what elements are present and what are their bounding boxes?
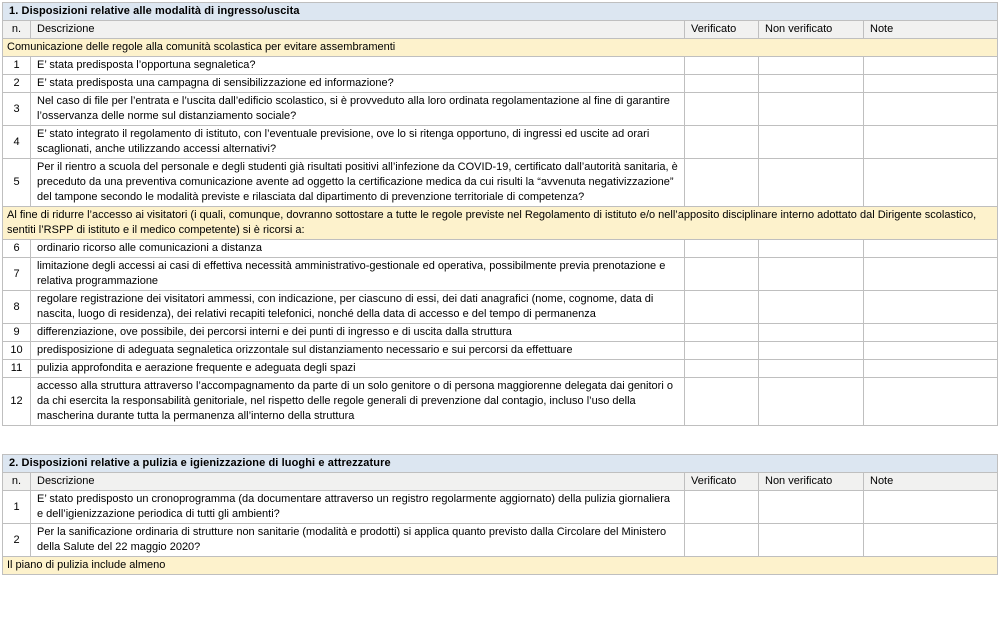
table-row	[3, 291, 998, 324]
row-description: E’ stata predisposta una campagna di sensibilizzazione ed informazione?	[31, 75, 685, 93]
non-verificato-cell[interactable]	[759, 75, 864, 93]
non-verificato-cell[interactable]	[759, 159, 864, 207]
row-number: 11	[3, 360, 31, 378]
note-cell[interactable]	[864, 258, 998, 291]
row-number: 2	[3, 75, 31, 93]
column-header-verificato: Verificato	[685, 21, 759, 39]
column-header-non-verificato: Non verificato	[759, 473, 864, 491]
column-header-n: n.	[3, 21, 31, 39]
table-row	[3, 524, 998, 557]
non-verificato-cell[interactable]	[759, 342, 864, 360]
non-verificato-cell[interactable]	[759, 240, 864, 258]
non-verificato-cell[interactable]	[759, 57, 864, 75]
verificato-cell[interactable]	[685, 240, 759, 258]
section-1-header	[3, 3, 998, 21]
verificato-cell[interactable]	[685, 491, 759, 524]
row-description: Per la sanificazione ordinaria di strutture non sanitarie (modalità e prodotti) si applica quanto previsto dalla Circolare del Ministero della Salute del 22 maggio 2020?	[31, 524, 685, 557]
row-number: 12	[3, 378, 31, 426]
row-number: 10	[3, 342, 31, 360]
group-band-text: Il piano di pulizia include almeno	[3, 557, 998, 575]
table-row	[3, 491, 998, 524]
row-description: Per il rientro a scuola del personale e degli studenti già risultati positivi all’infezione da COVID-19, certificato dall’autorità sanitaria, è preceduto da una preventiva comunicazione avente ad oggetto la certificazione medica da cui risulti la “avvenuta negativizzazione” del tampone secondo le modalità previste e rilasciata dal dipartimento di prevenzione territoriale di competenza?	[31, 159, 685, 207]
row-number: 6	[3, 240, 31, 258]
column-header-verificato: Verificato	[685, 473, 759, 491]
row-description: differenziazione, ove possibile, dei percorsi interni e dei punti di ingresso e di uscita dalla struttura	[31, 324, 685, 342]
row-number: 1	[3, 57, 31, 75]
note-cell[interactable]	[864, 240, 998, 258]
table-row	[3, 57, 998, 75]
verificato-cell[interactable]	[685, 291, 759, 324]
row-description: E’ stato integrato il regolamento di istituto, con l’eventuale previsione, ove lo si ritenga opportuno, di ingressi ed uscite ad orari scaglionati, anche utilizzando accessi alternativi?	[31, 126, 685, 159]
row-description: ordinario ricorso alle comunicazioni a distanza	[31, 240, 685, 258]
non-verificato-cell[interactable]	[759, 324, 864, 342]
non-verificato-cell[interactable]	[759, 126, 864, 159]
row-number: 8	[3, 291, 31, 324]
group-band-text: Comunicazione delle regole alla comunità scolastica per evitare assembramenti	[3, 39, 998, 57]
verificato-cell[interactable]	[685, 93, 759, 126]
column-header-n: n.	[3, 473, 31, 491]
row-description: E’ stato predisposto un cronoprogramma (da documentare attraverso un registro regolarmente aggiornato) della pulizia giornaliera e dell’igienizzazione periodica di tutti gli ambienti?	[31, 491, 685, 524]
section-1-column-header	[3, 21, 998, 39]
note-cell[interactable]	[864, 524, 998, 557]
note-cell[interactable]	[864, 491, 998, 524]
column-header-note: Note	[864, 21, 998, 39]
verificato-cell[interactable]	[685, 159, 759, 207]
table-row	[3, 342, 998, 360]
section-2-table	[2, 454, 998, 575]
non-verificato-cell[interactable]	[759, 378, 864, 426]
verificato-cell[interactable]	[685, 57, 759, 75]
row-description: limitazione degli accessi ai casi di effettiva necessità amministrativo-gestionale ed operativa, possibilmente previa prenotazione e relativa programmazione	[31, 258, 685, 291]
non-verificato-cell[interactable]	[759, 258, 864, 291]
column-header-descrizione: Descrizione	[31, 473, 685, 491]
note-cell[interactable]	[864, 93, 998, 126]
row-number: 2	[3, 524, 31, 557]
verificato-cell[interactable]	[685, 324, 759, 342]
section-gap	[2, 426, 999, 454]
table-row	[3, 378, 998, 426]
non-verificato-cell[interactable]	[759, 291, 864, 324]
group-band-row	[3, 207, 998, 240]
row-number: 4	[3, 126, 31, 159]
note-cell[interactable]	[864, 360, 998, 378]
table-row	[3, 324, 998, 342]
non-verificato-cell[interactable]	[759, 93, 864, 126]
table-row	[3, 93, 998, 126]
column-header-non-verificato: Non verificato	[759, 21, 864, 39]
section-title: 2. Disposizioni relative a pulizia e igienizzazione di luoghi e attrezzature	[3, 455, 998, 473]
non-verificato-cell[interactable]	[759, 491, 864, 524]
verificato-cell[interactable]	[685, 360, 759, 378]
note-cell[interactable]	[864, 378, 998, 426]
section-1-table	[2, 2, 998, 426]
verificato-cell[interactable]	[685, 524, 759, 557]
note-cell[interactable]	[864, 159, 998, 207]
row-description: Nel caso di file per l’entrata e l’uscita dall’edificio scolastico, si è provveduto alla loro ordinata regolamentazione al fine di garantire l’osservanza delle norme sul distanziamento sociale?	[31, 93, 685, 126]
column-header-note: Note	[864, 473, 998, 491]
row-number: 3	[3, 93, 31, 126]
section-title: 1. Disposizioni relative alle modalità di ingresso/uscita	[3, 3, 998, 21]
verificato-cell[interactable]	[685, 126, 759, 159]
row-description: regolare registrazione dei visitatori ammessi, con indicazione, per ciascuno di essi, dei dati anagrafici (nome, cognome, data di nascita, luogo di residenza), dei relativi recapiti telefonici, nonché della data di accesso e del tempo di permanenza	[31, 291, 685, 324]
row-number: 1	[3, 491, 31, 524]
row-number: 5	[3, 159, 31, 207]
table-row	[3, 126, 998, 159]
row-description: E’ stata predisposta l’opportuna segnaletica?	[31, 57, 685, 75]
row-description: predisposizione di adeguata segnaletica orizzontale sul distanziamento necessario e sui percorsi da effettuare	[31, 342, 685, 360]
verificato-cell[interactable]	[685, 378, 759, 426]
verificato-cell[interactable]	[685, 342, 759, 360]
table-row	[3, 360, 998, 378]
section-2-column-header	[3, 473, 998, 491]
row-description: pulizia approfondita e aerazione frequente e adeguata degli spazi	[31, 360, 685, 378]
group-band-row	[3, 557, 998, 575]
verificato-cell[interactable]	[685, 258, 759, 291]
note-cell[interactable]	[864, 126, 998, 159]
group-band-text: Al fine di ridurre l’accesso ai visitatori (i quali, comunque, dovranno sottostare a tutte le regole previste nel Regolamento di istituto e/o nell’apposito disciplinare interno adottato dal Dirigente scolastico, sentiti l’RSPP di istituto e il medico competente) si è ricorsi a:	[3, 207, 998, 240]
note-cell[interactable]	[864, 291, 998, 324]
table-row	[3, 159, 998, 207]
table-row	[3, 75, 998, 93]
note-cell[interactable]	[864, 324, 998, 342]
note-cell[interactable]	[864, 342, 998, 360]
table-row	[3, 258, 998, 291]
row-number: 9	[3, 324, 31, 342]
group-band-row	[3, 39, 998, 57]
row-number: 7	[3, 258, 31, 291]
section-2-header	[3, 455, 998, 473]
column-header-descrizione: Descrizione	[31, 21, 685, 39]
row-description: accesso alla struttura attraverso l’accompagnamento da parte di un solo genitore o di persona maggiorenne delegata dai genitori o da chi esercita la responsabilità genitoriale, nel rispetto delle regole generali di prevenzione dal contagio, incluso l’uso della mascherina durante tutta la permanenza all’interno della struttura	[31, 378, 685, 426]
non-verificato-cell[interactable]	[759, 360, 864, 378]
non-verificato-cell[interactable]	[759, 524, 864, 557]
note-cell[interactable]	[864, 57, 998, 75]
verificato-cell[interactable]	[685, 75, 759, 93]
table-row	[3, 240, 998, 258]
note-cell[interactable]	[864, 75, 998, 93]
